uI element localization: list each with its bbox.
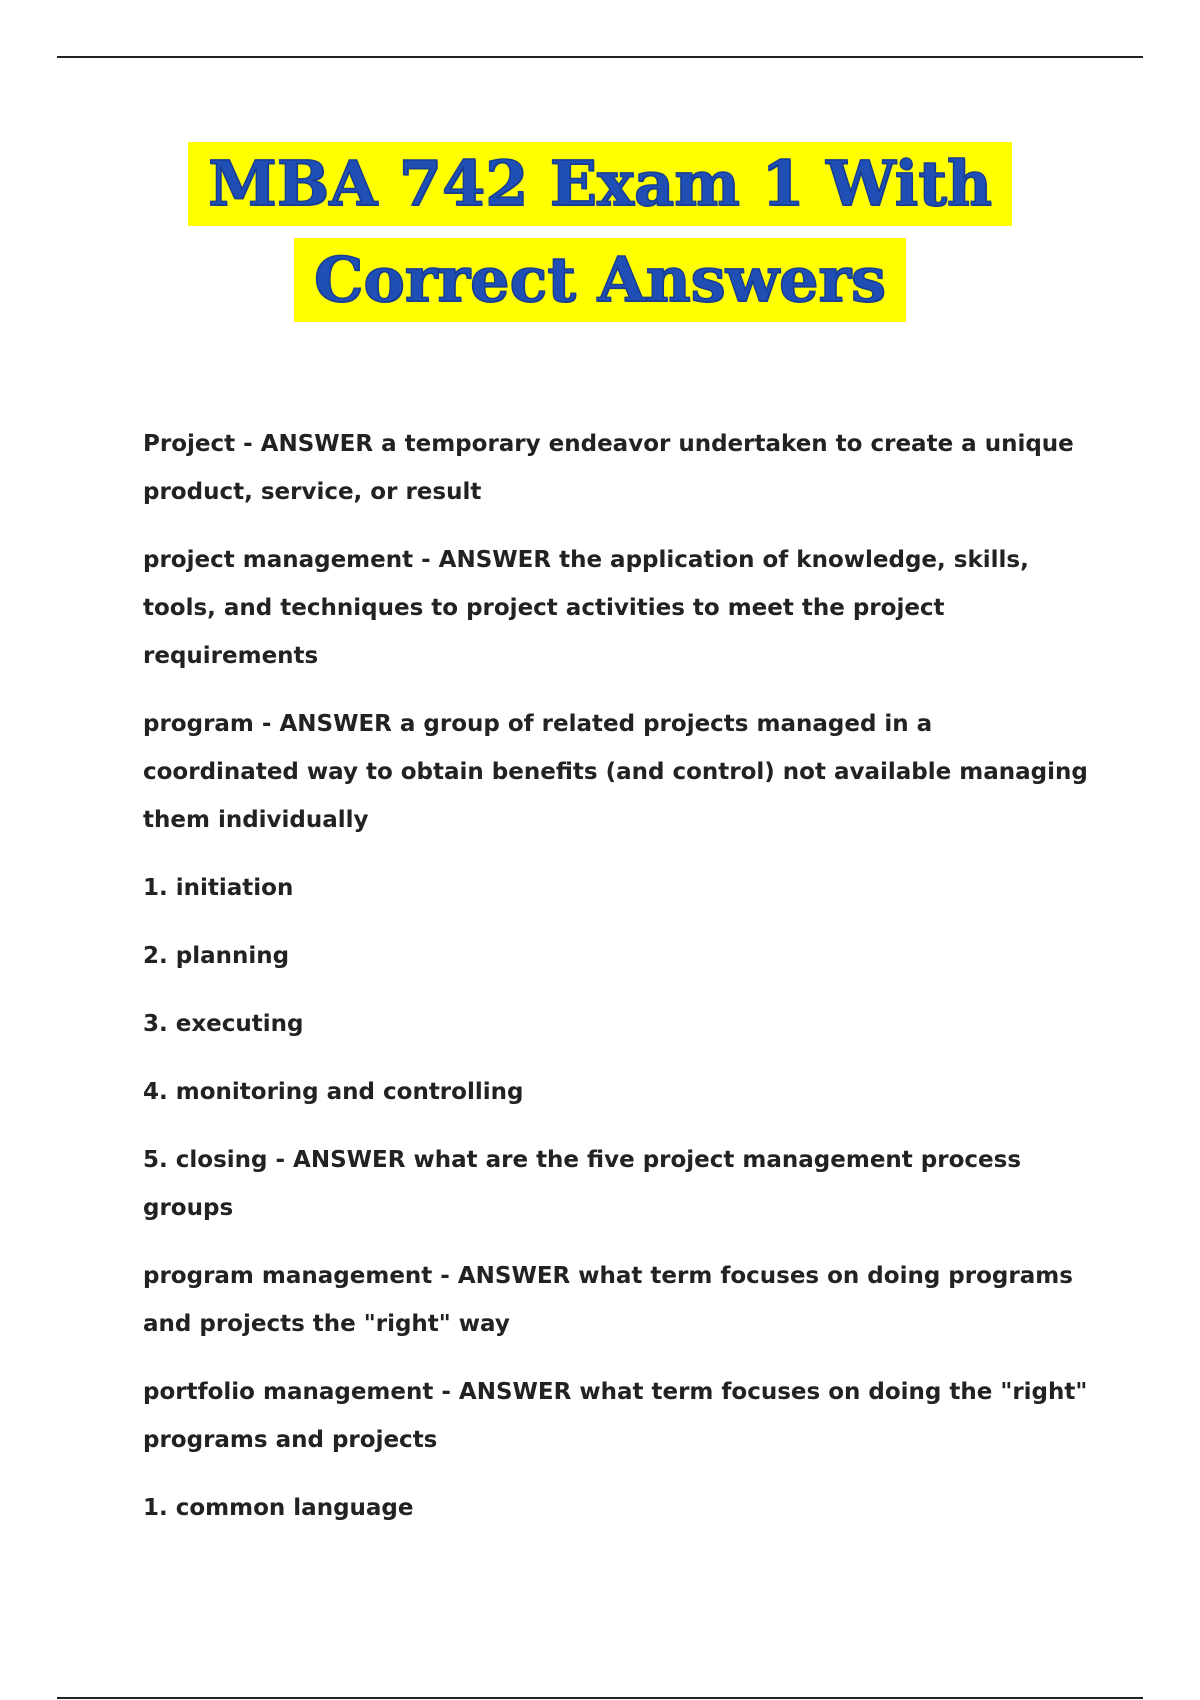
qa-entry-project-management: project management - ANSWER the application of knowledge, skills, tools, and techniques to project activities to meet the project requirements <box>143 547 1029 669</box>
list-item-initiation: 1. initiation <box>143 875 294 901</box>
list-item-executing: 3. executing <box>143 1011 304 1037</box>
list-item-planning: 2. planning <box>143 943 290 969</box>
title-line-1: MBA 742 Exam 1 With <box>188 142 1012 226</box>
qa-entry-project: Project - ANSWER a temporary endeavor undertaken to create a unique product, service, or result <box>143 431 1074 505</box>
title-line-2: Correct Answers <box>294 238 906 322</box>
top-divider <box>57 56 1143 58</box>
qa-entry-program-management: program management - ANSWER what term focuses on doing programs and projects the "right" way <box>143 1263 1073 1337</box>
bottom-divider <box>57 1697 1143 1699</box>
qa-entry-closing: 5. closing - ANSWER what are the five project management process groups <box>143 1147 1022 1221</box>
list-item-monitoring: 4. monitoring and controlling <box>143 1079 524 1105</box>
qa-list <box>143 420 1093 1552</box>
list-item-common-language: 1. common language <box>143 1495 414 1521</box>
document-title <box>0 142 1200 334</box>
qa-entry-program: program - ANSWER a group of related projects managed in a coordinated way to obtain benefits (and control) not available managing them individually <box>143 711 1088 833</box>
qa-entry-portfolio-management: portfolio management - ANSWER what term focuses on doing the "right" programs and projects <box>143 1379 1088 1453</box>
